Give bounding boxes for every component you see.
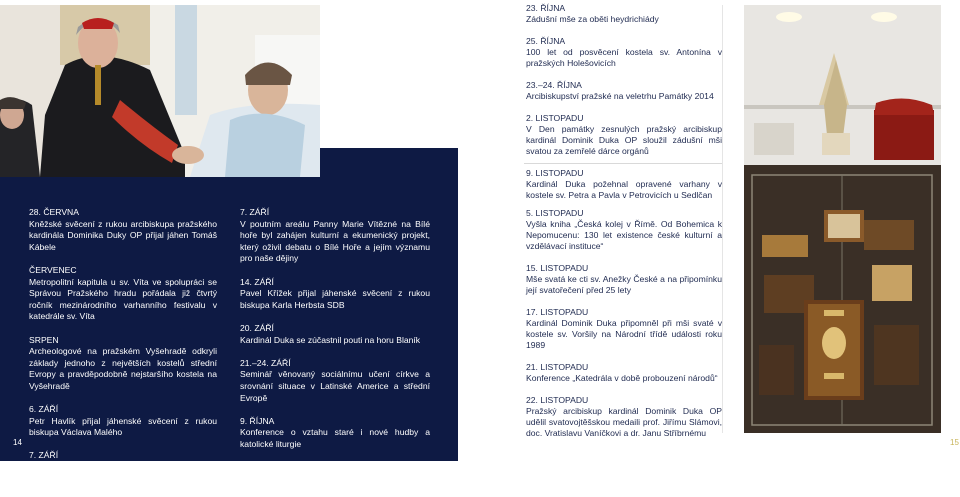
timeline-entry [29, 450, 217, 485]
divider [524, 163, 722, 164]
entry-date: 21.–24. ZÁŘÍ [240, 357, 291, 368]
entry-text: Kardinál Duka se zúčastnil pouti na horu Blaník [240, 334, 421, 345]
entry-date: 17. LISTOPADU [526, 307, 589, 317]
entry-date: 23. ŘÍJNA [526, 3, 566, 13]
entry-date: 2. LISTOPADU [526, 113, 584, 123]
left-column-b [240, 207, 430, 462]
entry-date: 25. ŘÍJNA [526, 36, 566, 46]
entry-date: 6. ZÁŘÍ [29, 404, 59, 415]
timeline-entry [29, 207, 217, 253]
entry-text: Pavel Křížek přijal jáhenské svěcení z rukou biskupa Karla Herbsta SDB [240, 288, 430, 310]
column-rule [722, 5, 723, 433]
timeline-entry [240, 277, 430, 312]
entry-text: Kardinál Dominik Duka připomněl při mši svaté v kostele sv. Voršily na Národní třídě události roku 1989 [526, 318, 722, 350]
timeline-entry [29, 265, 217, 323]
exhibition-photo-illustration [744, 5, 941, 433]
timeline-entry [526, 307, 722, 351]
entry-text: Pražský arcibiskup kardinál Dominik Duka OP udělil svatovojtěšskou medaili prof. Jiřímu Slámovi, doc. Vratislavu Vaníčkovi a dr. Janu Stříbrnému [526, 406, 722, 438]
entry-date: 7. ZÁŘÍ [240, 207, 270, 217]
timeline-entry [526, 80, 722, 102]
entry-text: 100 let od posvěcení kostela sv. Antonína v pražských Holešovicích [526, 47, 722, 68]
entry-date: 22. LISTOPADU [526, 395, 589, 405]
left-column-a [29, 207, 217, 497]
entry-text: V Den památky zesnulých pražský arcibiskup kardinál Dominik Duka OP sloužil zádušní mši svatou za zemřelé dárce orgánů [526, 124, 722, 156]
timeline-entry [526, 395, 722, 439]
entry-text: Arcibiskupství pražské na veletrhu Památky 2014 [526, 91, 714, 101]
photo-exhibition-artifacts [744, 5, 941, 433]
right-column-bottom [526, 208, 722, 450]
timeline-entry [29, 335, 217, 393]
entry-text: Kněžské svěcení z rukou arcibiskupa pražského kardinála Dominika Duky OP přijal jáhen Tomáš Kábele [29, 218, 217, 252]
entry-text: Alois Zoubek přijal jáhenské svěcení z rukou biskupa Karla Herbsta SDB [29, 462, 217, 484]
entry-text: Petr Havlík přijal jáhenské svěcení z rukou biskupa Václava Malého [29, 415, 217, 438]
entry-text: Vyšla kniha „Česká kolej v Římě. Od Bohemica k Nepomucenu: 130 let existence české kulturní a vzdělávací instituce“ [526, 219, 722, 251]
entry-text: Metropolitní kapitula u sv. Víta ve spolupráci se Správou Pražského hradu pořádala již čtvrtý ročník mezinárodního varhanního festivalu v katedrále sv. Víta [29, 276, 217, 322]
page-number-right: 15 [950, 438, 959, 447]
page-number-left: 14 [13, 438, 22, 447]
timeline-entry [240, 207, 430, 265]
entry-date: 20. ZÁŘÍ [240, 322, 274, 333]
entry-date: 28. ČERVNA [29, 207, 79, 217]
entry-date: 21. LISTOPADU [526, 362, 589, 372]
timeline-entry [526, 362, 722, 384]
entry-date: 15. LISTOPADU [526, 263, 589, 273]
timeline-entry [240, 323, 430, 346]
entry-text: Seminář věnovaný sociálnímu učení církve a srovnání situace v Latinské Americe a střední Evropě [240, 369, 430, 403]
timeline-entry [240, 358, 430, 404]
entry-text: Konference „Katedrála v době probouzení národů“ [526, 373, 718, 383]
entry-date: 23.–24. ŘÍJNA [526, 80, 582, 90]
entry-date: 7. ZÁŘÍ [29, 450, 59, 461]
entry-text: V poutním areálu Panny Marie Vítězné na Bílé hoře byl zahájen kulturní a ekumenický projekt, který oživil debatu o Bílé Hoře a jejím významu pro naše dějiny [240, 218, 430, 264]
entry-date: ČERVENEC [29, 264, 77, 275]
entry-text: Zádušní mše za oběti heydrichiády [526, 14, 659, 24]
entry-date: 9. LISTOPADU [526, 168, 584, 178]
entry-date: SRPEN [29, 334, 59, 345]
entry-date: 9. ŘÍJNA [240, 415, 275, 426]
timeline-entry [526, 113, 722, 157]
right-column-top [526, 3, 722, 212]
photo-cardinal-hospital-visit [0, 5, 320, 177]
timeline-entry [526, 208, 722, 252]
entry-date: 5. LISTOPADU [526, 208, 584, 218]
entry-text: Kardinál Duka požehnal opravené varhany v kostele sv. Petra a Pavla v Petrovicích u Sedlčan [526, 179, 722, 200]
timeline-entry [526, 168, 722, 201]
timeline-entry [526, 36, 722, 69]
entry-date: 14. ZÁŘÍ [240, 276, 274, 287]
entry-text: Archeologové na pražském Vyšehradě odkryli základy jednoho z největších kostelů střední Evropy a pravděpodobně nejstaršího kostela na Vyšehradě [29, 346, 217, 391]
timeline-entry [526, 3, 722, 25]
timeline-entry [29, 404, 217, 439]
timeline-entry [240, 416, 430, 451]
entry-text: Konference o vztahu staré i nové hudby a katolické liturgie [240, 427, 430, 449]
timeline-entry [526, 263, 722, 296]
hospital-photo-illustration [0, 5, 320, 177]
entry-text: Mše svatá ke cti sv. Anežky České a na připomínku její svatořečení před 25 lety [526, 274, 722, 295]
